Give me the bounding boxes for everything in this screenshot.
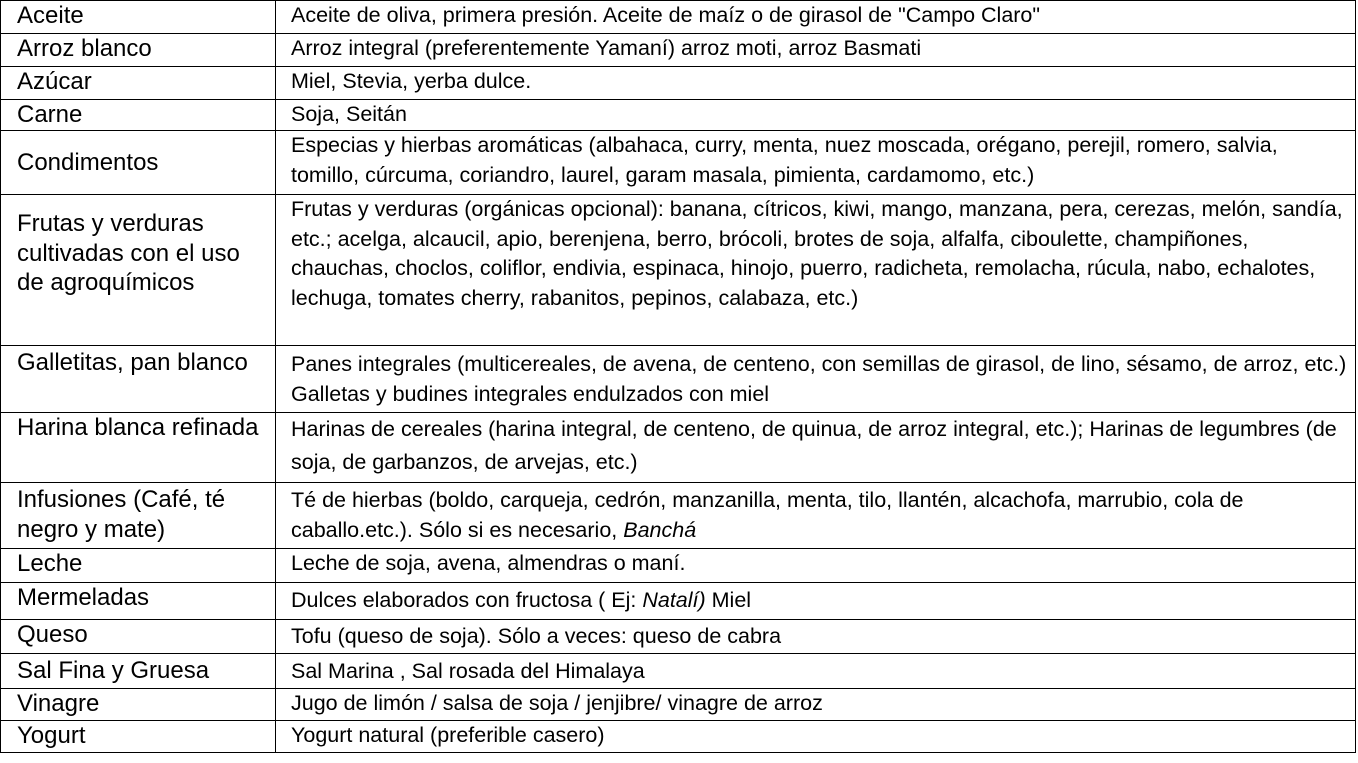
food-cell (1, 34, 276, 67)
replacement-cell (276, 549, 1356, 583)
replacement-cell (276, 721, 1356, 753)
replacement-text: Sal Marina , Sal rosada del Himalaya (291, 659, 645, 683)
food-cell (1, 346, 276, 413)
table-row (1, 131, 1356, 195)
food-cell (1, 413, 276, 483)
replacement-text: Especias y hierbas aromáticas (albahaca, curry, menta, nuez moscada, orégano, perejil, romero, salvia, tomillo, cúrcuma, coriandro, laurel, garam masala, pimienta, cardamomo, etc.) (291, 133, 1278, 187)
table-row (1, 549, 1356, 583)
table-row (1, 620, 1356, 654)
food-cell (1, 689, 276, 721)
food-label: Galletitas, pan blanco (17, 349, 248, 376)
food-cell (1, 654, 276, 689)
replacement-cell (276, 413, 1356, 483)
replacement-text: Leche de soja, avena, almendras o maní. (291, 551, 686, 575)
food-label: Azúcar (17, 68, 92, 95)
food-label: Arroz blanco (17, 35, 152, 62)
food-label: Frutas y verduras cultivadas con el uso de agroquímicos (17, 210, 240, 296)
food-label: Aceite (17, 2, 84, 29)
table-row (1, 483, 1356, 549)
food-label: Condimentos (17, 148, 159, 176)
food-label: Queso (17, 621, 88, 648)
replacement-main: Té de hierbas (boldo, carqueja, cedrón, manzanilla, menta, tilo, llantén, alcachofa, marrubio, cola de caballo.etc.). Sólo si es necesario, (291, 488, 1244, 542)
food-label: Vinagre (17, 690, 100, 717)
replacement-cell (276, 483, 1356, 549)
food-label: Sal Fina y Gruesa (17, 657, 210, 684)
replacement-text: Yogurt natural (preferible casero) (291, 723, 605, 747)
food-cell (1, 131, 276, 195)
replacement-italic: Banchá (623, 517, 697, 542)
replacement-cell (276, 654, 1356, 689)
replacement-cell (276, 34, 1356, 67)
food-cell (1, 483, 276, 549)
replacement-text: Harinas de cereales (harina integral, de centeno, de quinua, de arroz integral, etc.); Harinas de legumbres (de soja, de garbanzos, de arvejas, etc.) (291, 417, 1337, 474)
table-row (1, 100, 1356, 131)
replacement-cell (276, 620, 1356, 654)
food-label: Leche (17, 550, 83, 577)
replacement-cell (276, 100, 1356, 131)
table-row (1, 1, 1356, 34)
replacement-text: Soja, Seitán (291, 102, 407, 126)
food-label: Infusiones (Café, té negro y mate) (17, 486, 226, 543)
table-row (1, 583, 1356, 620)
food-cell (1, 195, 276, 346)
replacement-cell (276, 195, 1356, 346)
food-cell (1, 583, 276, 620)
replacement-cell (276, 689, 1356, 721)
table-row (1, 34, 1356, 67)
replacement-text: Aceite de oliva, primera presión. Aceite de maíz o de girasol de "Campo Claro" (291, 3, 1041, 27)
table-row (1, 654, 1356, 689)
replacement-text: Jugo de limón / salsa de soja / jenjibre/ vinagre de arroz (291, 691, 823, 715)
table-row (1, 67, 1356, 100)
table-row (1, 413, 1356, 483)
replacement-cell (276, 131, 1356, 195)
replacement-cell (276, 583, 1356, 620)
replacement-text: Miel, Stevia, yerba dulce. (291, 69, 532, 93)
food-cell (1, 67, 276, 100)
replacement-cell (276, 67, 1356, 100)
food-cell (1, 549, 276, 583)
replacement-text: Arroz integral (preferentemente Yamaní) arroz moti, arroz Basmati (291, 36, 922, 60)
table-row (1, 346, 1356, 413)
food-cell (1, 620, 276, 654)
replacement-text (291, 486, 1347, 545)
replacement-cell (276, 1, 1356, 34)
food-cell (1, 721, 276, 753)
replacement-text (291, 586, 1347, 616)
replacement-text: Frutas y verduras (orgánicas opcional): banana, cítricos, kiwi, mango, manzana, pera, cerezas, melón, sandía, etc.; acelga, alcaucil, apio, berenjena, berro, brócoli, brotes de soja, alfalfa, ciboulette, champiñones, chauchas, choclos, coliflor, endivia, espinaca, hinojo, puerro, radicheta, remolacha, rúcula, nabo, echalotes, lechuga, tomates cherry, rabanitos, pepinos, calabaza, etc.) (291, 197, 1343, 310)
food-label: Harina blanca refinada (17, 414, 259, 441)
replacement-text: Panes integrales (multicereales, de avena, de centeno, con semillas de girasol, de lino, sésamo, de arroz, etc.) Galletas y budines integrales endulzados con miel (291, 352, 1347, 406)
food-label: Carne (17, 101, 83, 128)
replacement-italic: Natalí) (642, 588, 706, 612)
food-cell (1, 100, 276, 131)
replacement-cell (276, 346, 1356, 413)
table-row (1, 689, 1356, 721)
food-label: Mermeladas (17, 584, 150, 611)
table-row (1, 195, 1356, 346)
table-row (1, 721, 1356, 753)
replacement-main: Dulces elaborados con fructosa ( Ej: (291, 588, 643, 612)
food-cell (1, 1, 276, 34)
food-label: Yogurt (17, 722, 86, 749)
replacement-text: Tofu (queso de soja). Sólo a veces: queso de cabra (291, 624, 782, 648)
replacement-after: Miel (705, 588, 752, 612)
